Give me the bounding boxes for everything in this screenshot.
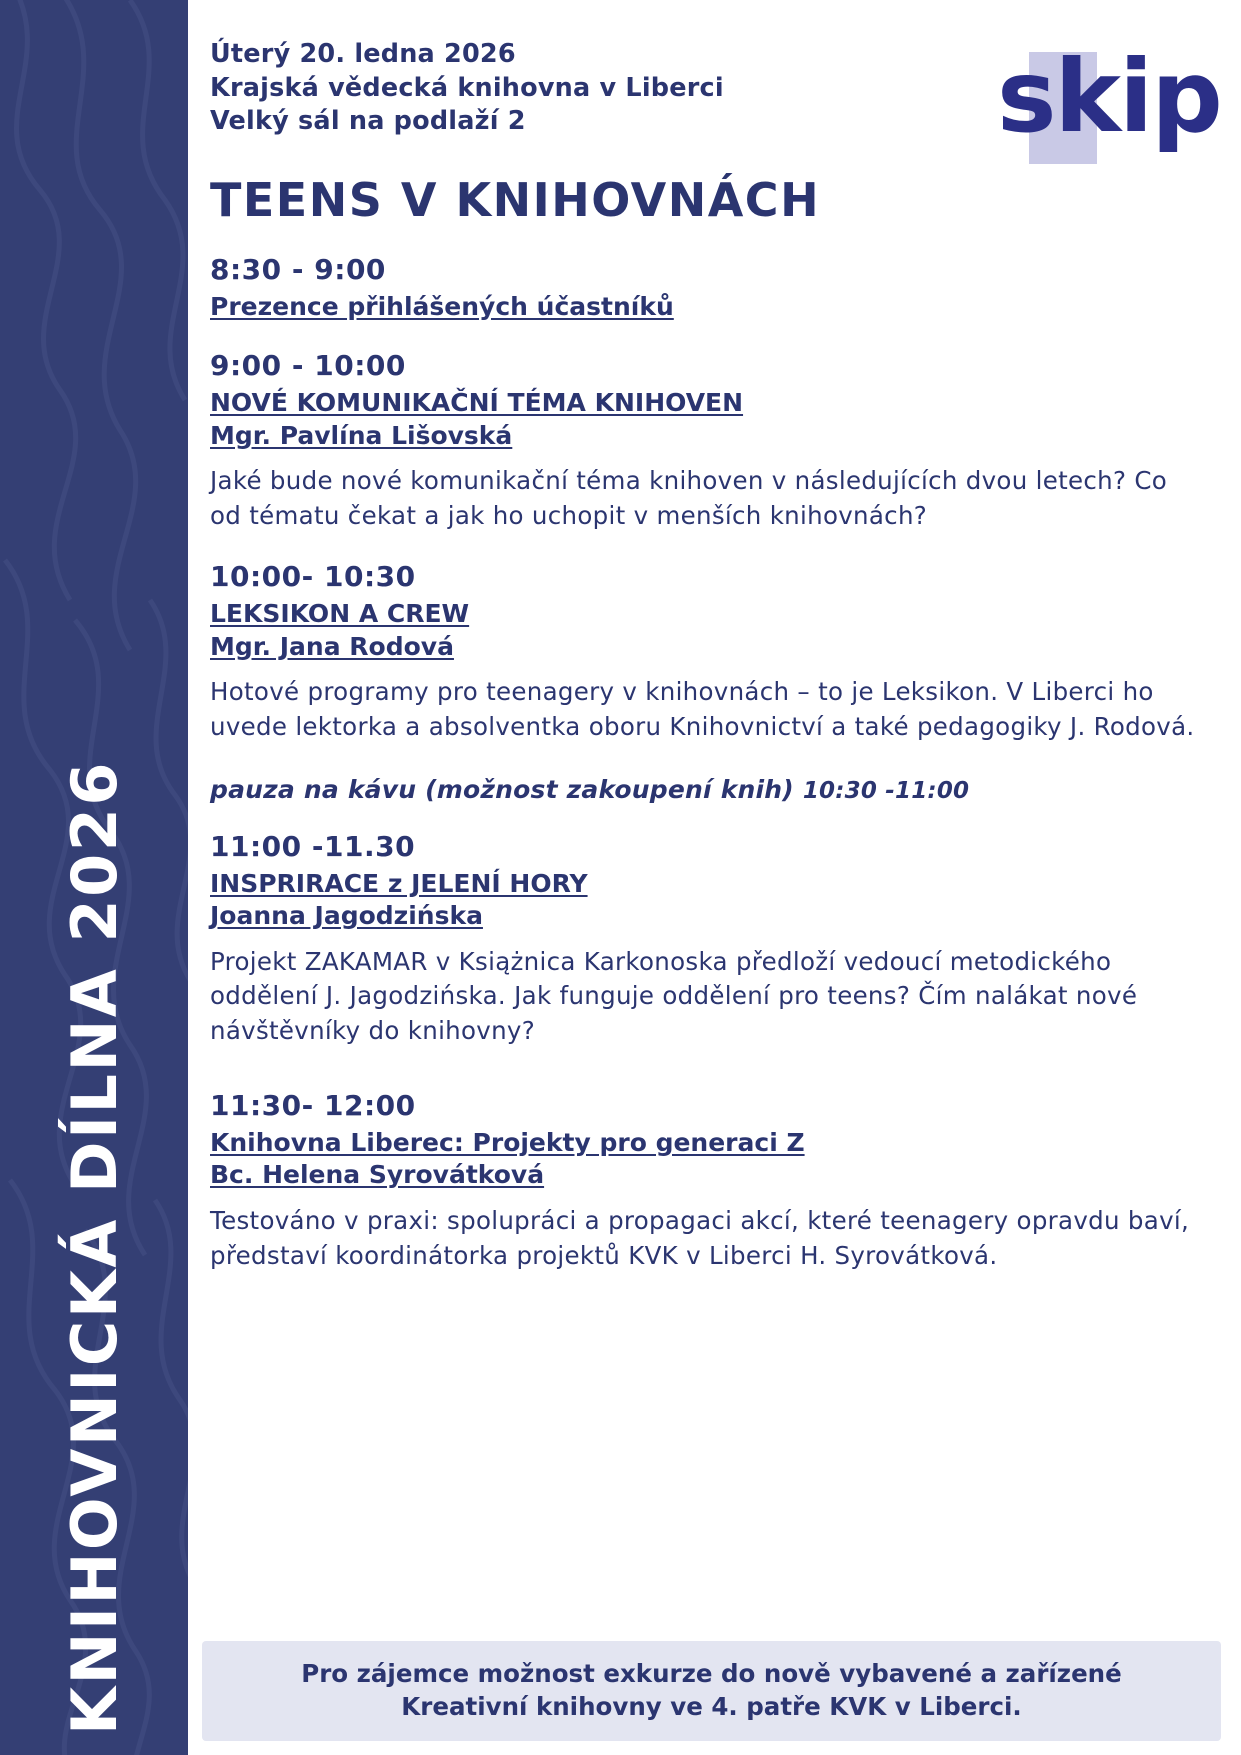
program-item <box>210 830 1197 1049</box>
page-title: TEENS V KNIHOVNÁCH <box>210 172 821 227</box>
program-item <box>210 349 1197 534</box>
program-speaker: Mgr. Jana Rodová <box>210 631 454 661</box>
program-item <box>210 1089 1197 1274</box>
coffee-break-time: 10:30 -11:00 <box>802 777 970 804</box>
program-speaker: Joanna Jagodzińska <box>210 901 483 931</box>
event-header <box>202 38 1221 155</box>
program-time: 10:00- 10:30 <box>210 560 416 594</box>
program-description: Projekt ZAKAMAR v Książnica Karkonoska předloží vedoucí metodického oddělení J. Jagodzińska. Jak funguje oddělení pro teens? Čím nalákat nové návštěvníky do knihovny? <box>210 946 1138 1046</box>
program-item <box>210 253 1197 324</box>
program-title: INSPRIRACE z JELENÍ HORY <box>210 868 588 898</box>
program-time: 11:30- 12:00 <box>210 1088 416 1122</box>
event-room: Velký sál na podlaží 2 <box>210 106 526 137</box>
main-content <box>188 0 1241 1755</box>
skip-logo <box>997 38 1221 164</box>
program-speaker: Mgr. Pavlína Lišovská <box>210 420 513 450</box>
event-date: Úterý 20. ledna 2026 <box>210 39 516 69</box>
program-speaker: Bc. Helena Syrovátková <box>210 1160 545 1190</box>
program-time: 11:00 -11.30 <box>210 829 416 863</box>
sidebar-vertical-title: KNIHOVNICKÁ DÍLNA 2026 <box>57 759 131 1735</box>
sidebar-band <box>0 0 188 1755</box>
logo-text: skip <box>997 38 1221 155</box>
program-title: NOVÉ KOMUNIKAČNÍ TÉMA KNIHOVEN <box>210 388 744 418</box>
coffee-break <box>210 775 1197 804</box>
program-title: Prezence přihlášených účastníků <box>210 291 674 321</box>
coffee-break-label: pauza na kávu (možnost zakoupení knih) <box>210 774 803 804</box>
program-description: Jaké bude nové komunikační téma knihoven v následujících dvou letech? Co od tématu čekat a jak ho uchopit v menších knihovnách? <box>210 466 1168 531</box>
program-title: LEKSIKON A CREW <box>210 599 470 629</box>
program-description: Hotové programy pro teenagery v knihovnách – to je Leksikon. V Liberci ho uvede lektorka a absolventka oboru Knihovnictví a také pedagogiky J. Rodová. <box>210 677 1195 741</box>
program-time: 8:30 - 9:00 <box>210 252 386 286</box>
program-description: Testováno v praxi: spolupráci a propagaci akcí, které teenagery opravdu baví, představí koordinátorka projektů KVK v Liberci H. Syrovátková. <box>210 1205 1190 1270</box>
event-venue: Krajská vědecká knihovna v Liberci <box>210 72 724 103</box>
footer-note <box>202 1641 1221 1741</box>
program-title: Knihovna Liberec: Projekty pro generaci Z <box>210 1127 805 1157</box>
footer-line-1: Pro zájemce možnost exkurze do nově vybavené a zařízené <box>301 1658 1122 1688</box>
footer-line-2: Kreativní knihovny ve 4. patře KVK v Liberci. <box>401 1691 1022 1721</box>
program-time: 9:00 - 10:00 <box>210 349 406 383</box>
program-item <box>210 560 1197 745</box>
